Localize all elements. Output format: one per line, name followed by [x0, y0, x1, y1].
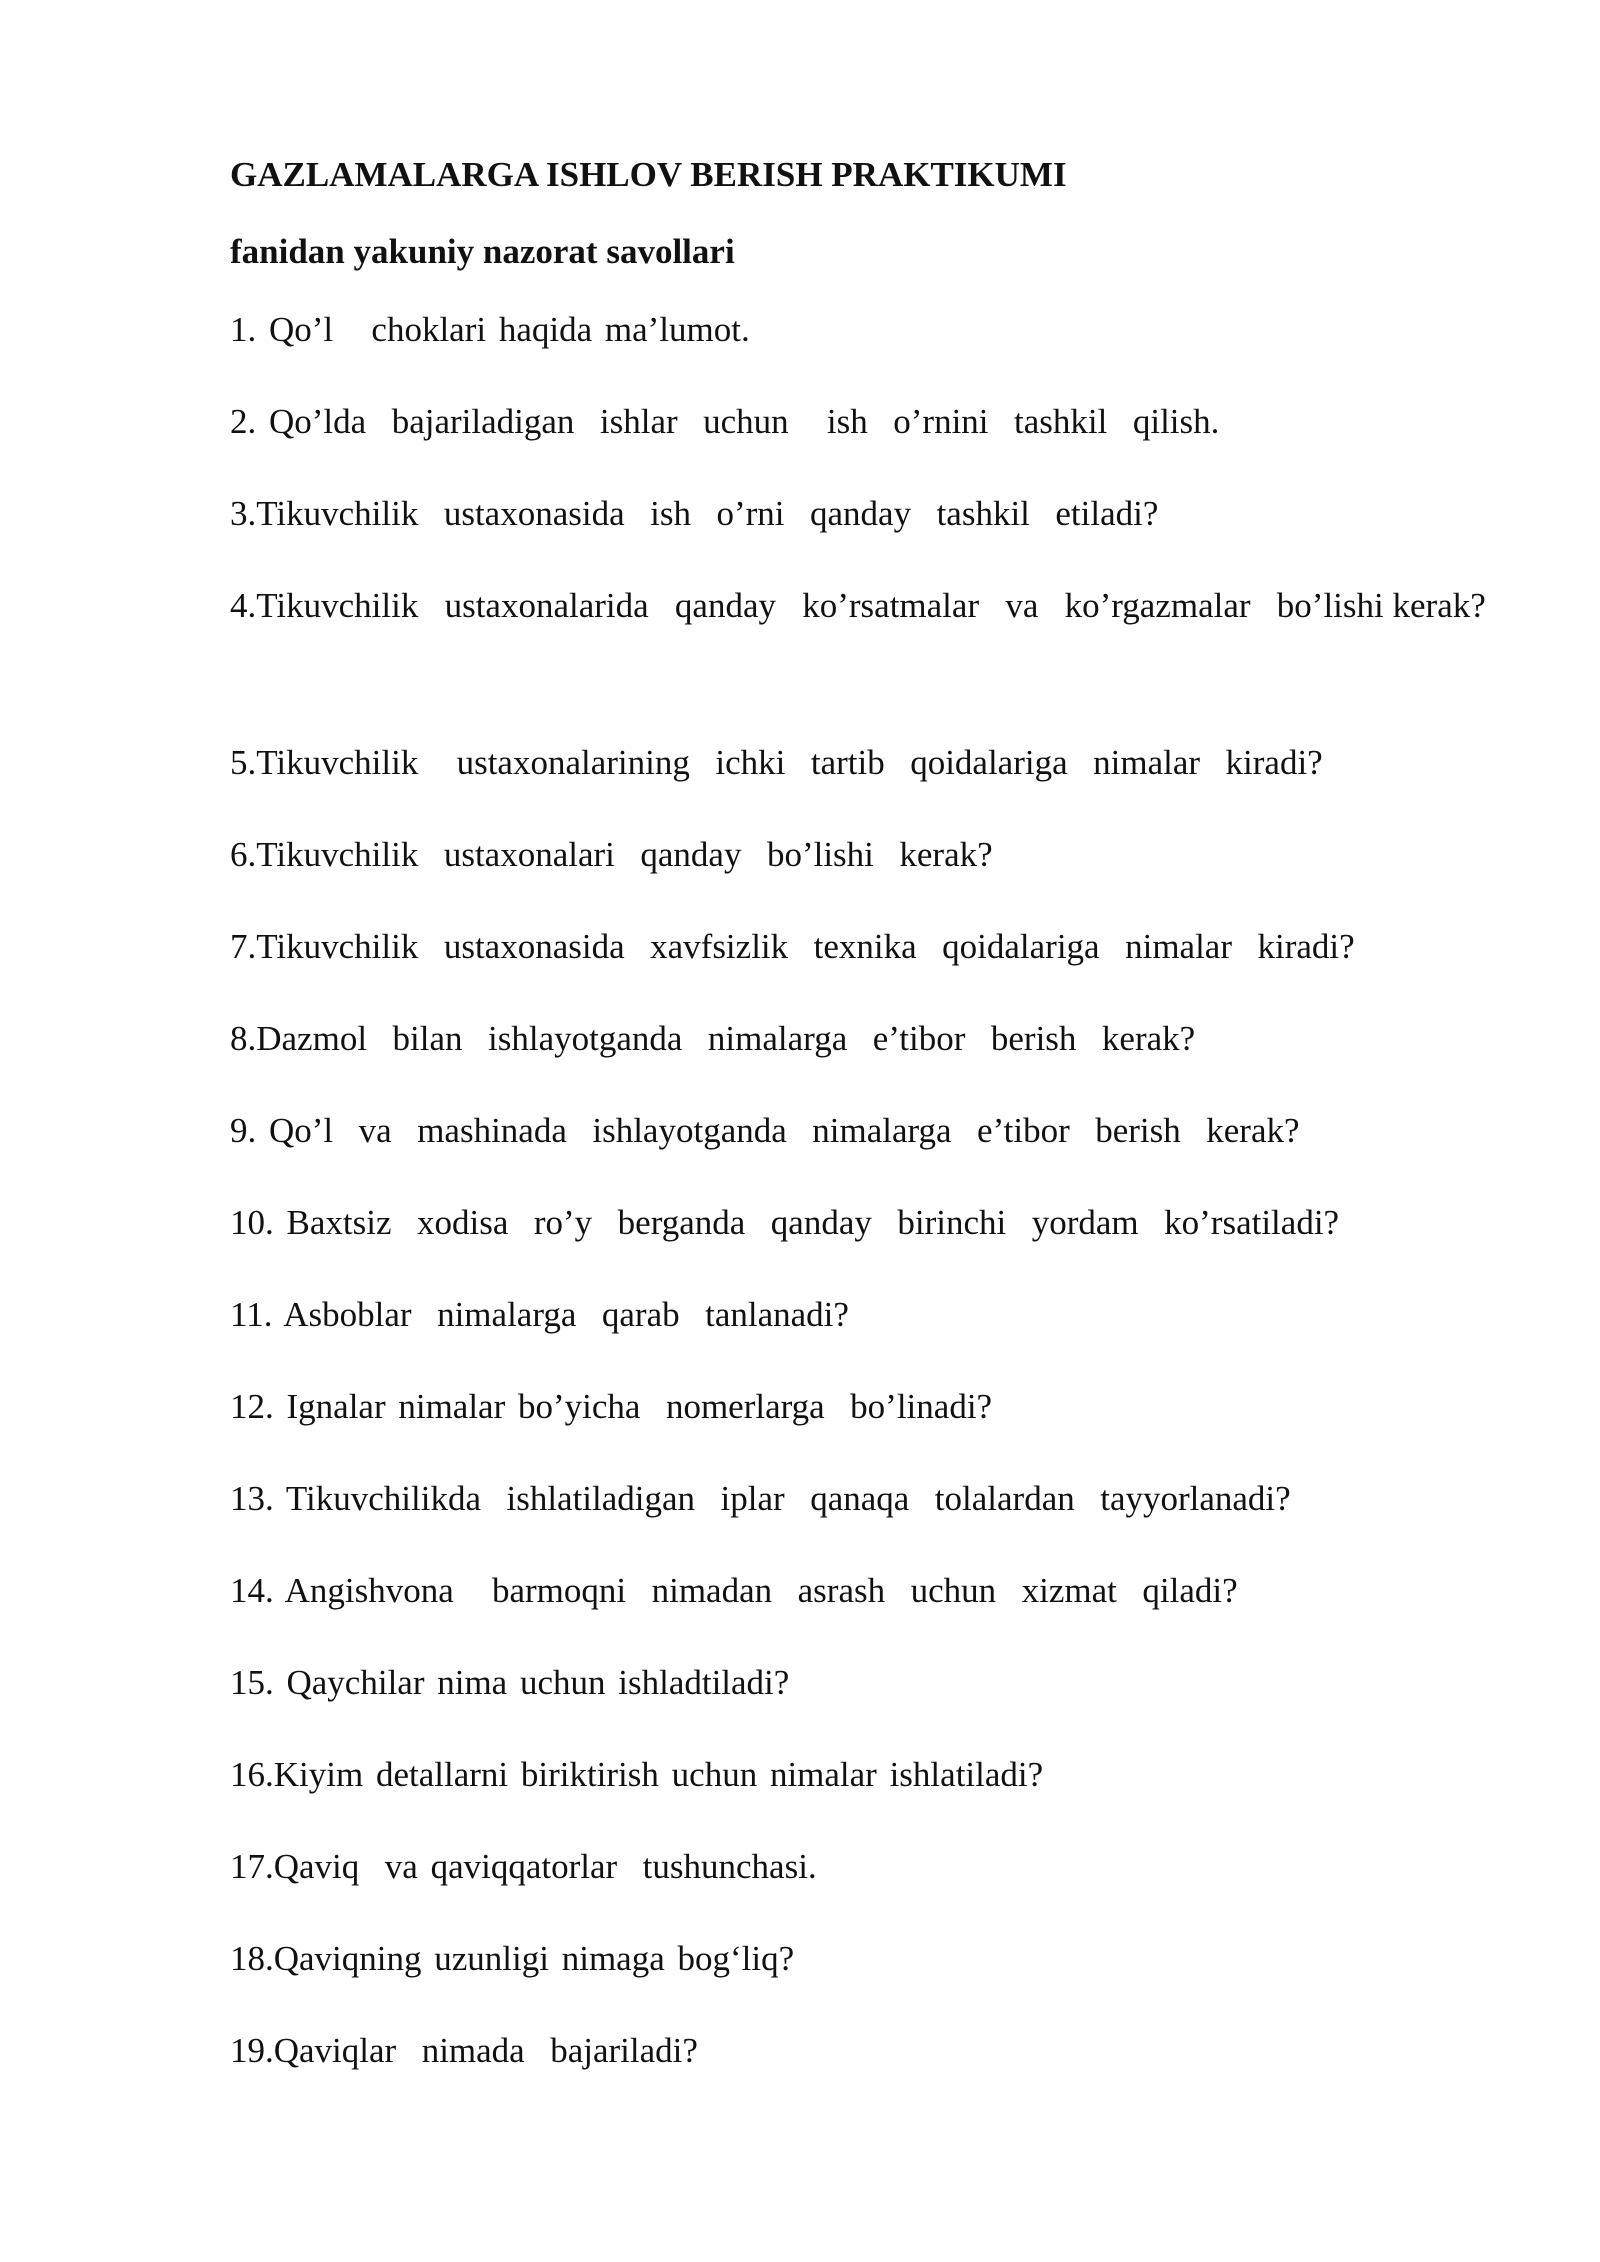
question-item: 14. Angishvona barmoqni nimadan asrash uchun xizmat qiladi? — [230, 1571, 1238, 1610]
question-item: 16.Kiyim detallarni biriktirish uchun nimalar ishlatiladi? — [230, 1755, 1044, 1794]
question-item: 9. Qo’l va mashinada ishlayotganda nimalarga e’tibor berish kerak? — [230, 1111, 1300, 1150]
question-item: 11. Asboblar nimalarga qarab tanlanadi? — [230, 1295, 849, 1334]
question-item: 6.Tikuvchilik ustaxonalari qanday bo’lishi kerak? — [230, 835, 993, 874]
question-item: 8.Dazmol bilan ishlayotganda nimalarga e’tibor berish kerak? — [230, 1019, 1196, 1058]
question-item: 4.Tikuvchilik ustaxonalarida qanday ko’rsatmalar va ko’rgazmalar bo’lishi kerak? — [230, 586, 1486, 625]
question-item: 2. Qo’lda bajariladigan ishlar uchun ish o’rnini tashkil qilish. — [230, 402, 1220, 441]
question-item: 19.Qaviqlar nimada bajariladi? — [230, 2031, 698, 2070]
question-item: 3.Tikuvchilik ustaxonasida ish o’rni qanday tashkil etiladi? — [230, 494, 1159, 533]
question-item: 15. Qaychilar nima uchun ishladtiladi? — [230, 1663, 790, 1702]
question-item: 12. Ignalar nimalar bo’yicha nomerlarga bo’linadi? — [230, 1387, 993, 1426]
document-subtitle: fanidan yakuniy nazorat savollari — [230, 232, 735, 271]
question-item: 1. Qo’l choklari haqida ma’lumot. — [230, 310, 750, 349]
question-item: 18.Qaviqning uzunligi nimaga bog‘liq? — [230, 1939, 795, 1978]
question-item: 10. Baxtsiz xodisa ro’y berganda qanday birinchi yordam ko’rsatiladi? — [230, 1203, 1340, 1242]
document-title: GAZLAMALARGA ISHLOV BERISH PRAKTIKUMI — [230, 155, 1067, 194]
question-item: 17.Qaviq va qaviqqatorlar tushunchasi. — [230, 1847, 817, 1886]
question-item: 5.Tikuvchilik ustaxonalarining ichki tartib qoidalariga nimalar kiradi? — [230, 743, 1323, 782]
question-item: 7.Tikuvchilik ustaxonasida xavfsizlik texnika qoidalariga nimalar kiradi? — [230, 927, 1355, 966]
question-item: 13. Tikuvchilikda ishlatiladigan iplar qanaqa tolalardan tayyorlanadi? — [230, 1479, 1291, 1518]
